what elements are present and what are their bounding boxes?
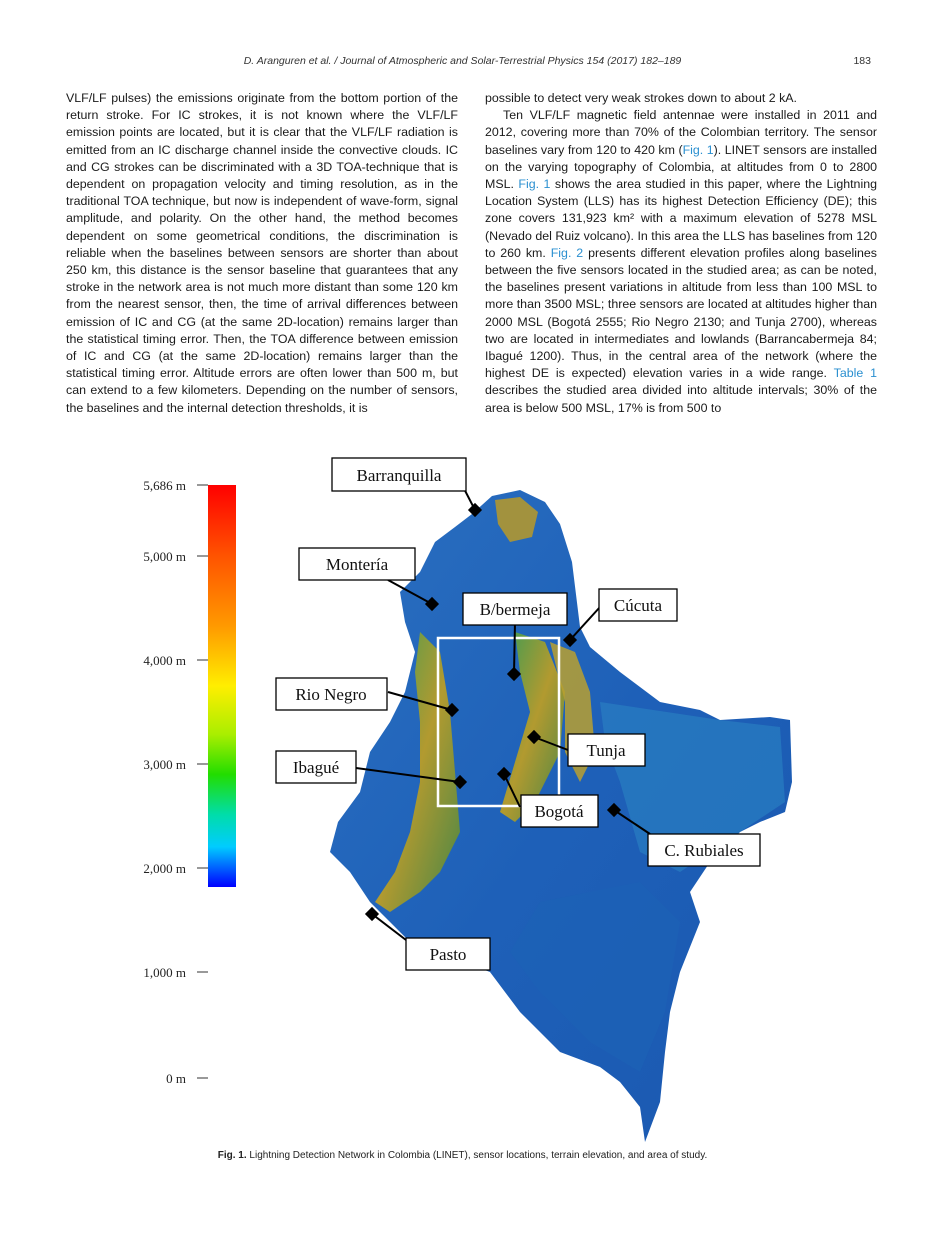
colorbar-tick-label: 1,000 m	[143, 965, 186, 980]
caption-label: Fig. 1.	[217, 1150, 247, 1161]
figure-caption	[0, 1150, 925, 1161]
station-label-cucuta: Cúcuta	[613, 596, 663, 615]
text-span: presents different elevation profiles along baselines between the five sensors located in the studied area; as can be noted, the baselines present variations in altitude from less than 100 MSL to more than 3500 MSL; three sensors are located at altitudes higher than 2000 MSL (Bogotá 2555; Rio Negro 2130; and Tunja 2700), whereas two are located in intermediates and lowlands (Barrancabermeja 84; Ibagué 1200). Thus, in the central area of the network (where the highest DE is expected) elevation varies in a wide range.	[485, 245, 877, 381]
figure-1	[120, 452, 805, 1142]
text-span: describes the studied area divided into altitude intervals; 30% of the area is below 500 MSL, 17% is from 500 to	[485, 383, 877, 415]
page-number: 183	[853, 55, 871, 67]
colorbar-tick-label: 5,000 m	[143, 549, 186, 564]
table1-link[interactable]: Table 1	[833, 366, 877, 381]
text-span: shows the area studied in this paper, where the Lightning Location System (LLS) has its highest Detection Efficiency (DE); this zone covers 131,923 km² with a maximum elevation of 5278 MSL (Nevado del Ruiz volcano). In this area the LLS has baselines from 120 to 260 km.	[485, 177, 877, 260]
running-head: D. Aranguren et al. / Journal of Atmospheric and Solar-Terrestrial Physics 154 (2017) 182–189	[243, 55, 682, 67]
colorbar-tick-label: 2,000 m	[143, 861, 186, 876]
text-span: ). LINET sensors are installed on the varying topography of Colombia, at altitudes from 0 to 2800 MSL.	[485, 142, 877, 192]
elevation-map-figure	[120, 452, 805, 1142]
caption-text: Lightning Detection Network in Colombia (LINET), sensor locations, terrain elevation, and area of study.	[246, 1150, 708, 1161]
colorbar-ticks	[197, 485, 208, 1078]
station-label-pasto: Pasto	[429, 945, 467, 964]
text-span: Ten VLF/LF magnetic field antennae were installed in 2011 and 2012, covering more than 70% of the Colombian territory. The sensor baselines vary from 120 to 420 km (	[485, 108, 877, 157]
station-label-tunja: Tunja	[586, 741, 626, 760]
left-column	[66, 90, 458, 417]
colorbar-tick-label: 0 m	[166, 1071, 186, 1086]
left-paragraph: VLF/LF pulses) the emissions originate from the bottom portion of the return stroke. For IC strokes, it is not known where the VLF/LF emission points are located, but it is clear that the VLF/LF radiation is emitted from an IC discharge channel inside the convective clouds. IC and CG strokes can be discriminated with a 3D TOA-technique that is dependent on propagation velocity and timing resolution, as in the traditional TOA technique, but now is independent of wave-form, signal amplitude, and polarity. On the other hand, the method becomes dependent on some geometrical conditions, the discrimination is reliable when the baselines between sensors are shorter than about 250 km, this distance is the sensor baseline that guarantees that any stroke in the network area is not much more distant than some 120 km from the nearest sensor, then, the time of arrival differences between emission of IC and CG (at the same 2D-location) remains larger than the statistical timing error. Then, the TOA difference between emission of IC and CG (at the same 2D-location) remains larger than the statistical timing error. Altitude errors are often lower than 500 m, but can extend to a few kilometers. Depending on the number of sensors, the baselines and the internal detection thresholds, it is	[66, 91, 458, 415]
right-paragraph-2	[485, 107, 877, 417]
station-label-barranquilla: Barranquilla	[356, 466, 442, 485]
page-header	[0, 55, 925, 71]
station-label-rubiales: C. Rubiales	[664, 841, 744, 860]
colorbar-tick-label: 3,000 m	[143, 757, 186, 772]
right-paragraph-1: possible to detect very weak strokes down to about 2 kA.	[485, 91, 797, 105]
colorbar-tick-label: 5,686 m	[143, 478, 186, 493]
right-column	[485, 90, 877, 417]
elevation-colorbar	[208, 485, 236, 887]
station-label-bbermeja: B/bermeja	[479, 600, 551, 619]
fig1-link[interactable]: Fig. 1	[518, 177, 551, 192]
station-label-rionegro: Rio Negro	[295, 685, 367, 704]
colorbar-tick-label: 4,000 m	[143, 653, 186, 668]
fig2-link[interactable]: Fig. 2	[550, 245, 584, 260]
station-label-bogota: Bogotá	[534, 802, 584, 821]
station-label-ibague: Ibagué	[292, 758, 340, 777]
fig1-link[interactable]: Fig. 1	[682, 142, 714, 157]
station-label-monteria: Montería	[325, 555, 389, 574]
